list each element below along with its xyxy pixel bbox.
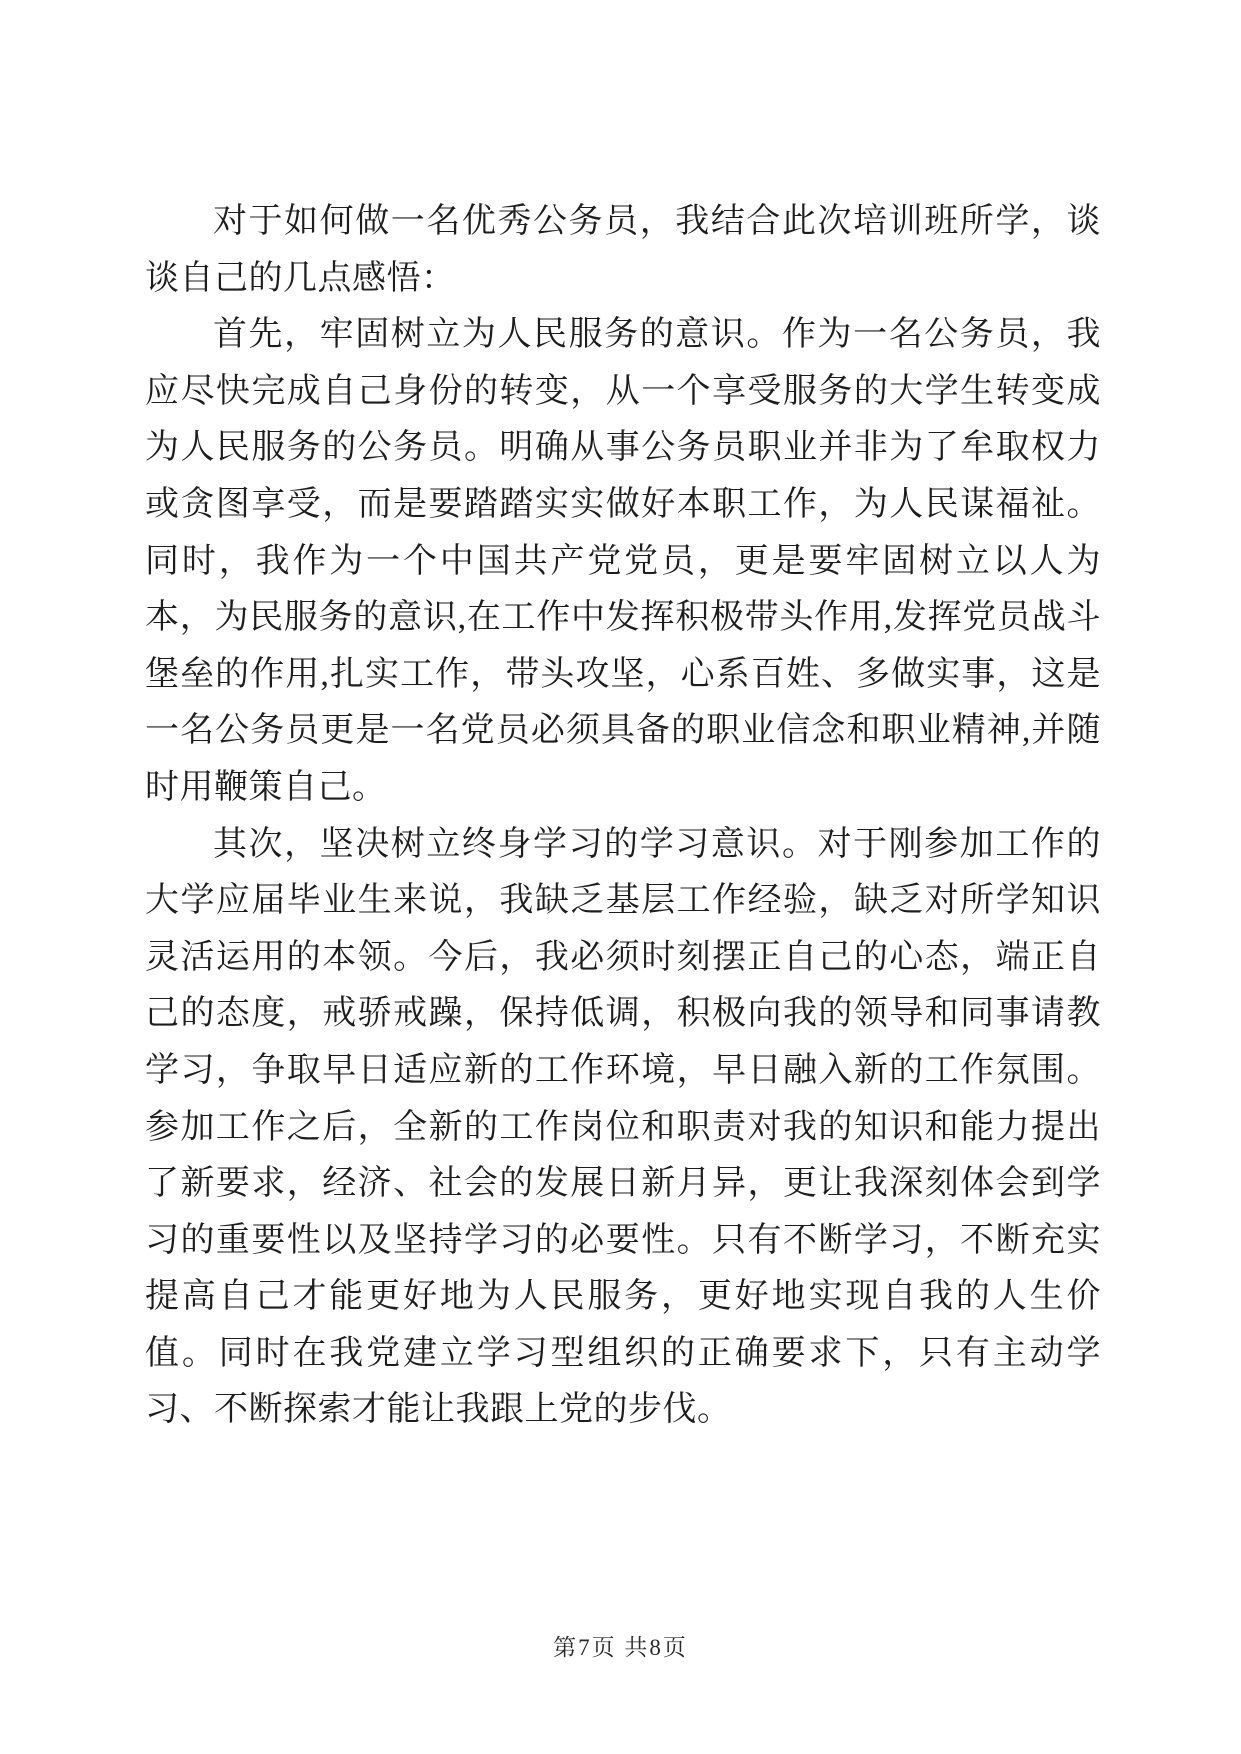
paragraph-first-point: 首先，牢固树立为人民服务的意识。作为一名公务员，我应尽快完成自己身份的转变，从一个享受服务的大学生转变成为人民服务的公务员。明确从事公务员职业并非为了牟取权力或贪图享受，而是要踏踏实实做好本职工作，为人民谋福祉。同时，我作为一个中国共产党党员，更是要牢固树立以人为本，为民服务的意识,在工作中发挥积极带头作用,发挥党员战斗堡垒的作用,扎实工作，带头攻坚，心系百姓、多做实事，这是一名公务员更是一名党员必须具备的职业信念和职业精神,并随时用鞭策自己。 <box>145 316 1101 806</box>
paragraph-intro: 对于如何做一名优秀公务员，我结合此次培训班所学，谈谈自己的几点感悟： <box>145 203 1101 297</box>
page-footer <box>0 1629 1241 1662</box>
paragraph-second-point: 其次，坚决树立终身学习的学习意识。对于刚参加工作的大学应届毕业生来说，我缺乏基层工作经验，缺乏对所学知识灵活运用的本领。今后，我必须时刻摆正自己的心态，端正自己的态度，戒骄戒躁，保持低调，积极向我的领导和同事请教学习，争取早日适应新的工作环境，早日融入新的工作氛围。参加工作之后，全新的工作岗位和职责对我的知识和能力提出了新要求，经济、社会的发展日新月异，更让我深刻体会到学习的重要性以及坚持学习的必要性。只有不断学习，不断充实提高自己才能更好地为人民服务，更好地实现自我的人生价值。同时在我党建立学习型组织的正确要求下，只有主动学习、不断探索才能让我跟上党的步伐。 <box>145 825 1101 1429</box>
document-body <box>145 194 1101 1439</box>
page-number-text: 第7页 共8页 <box>553 1635 688 1660</box>
